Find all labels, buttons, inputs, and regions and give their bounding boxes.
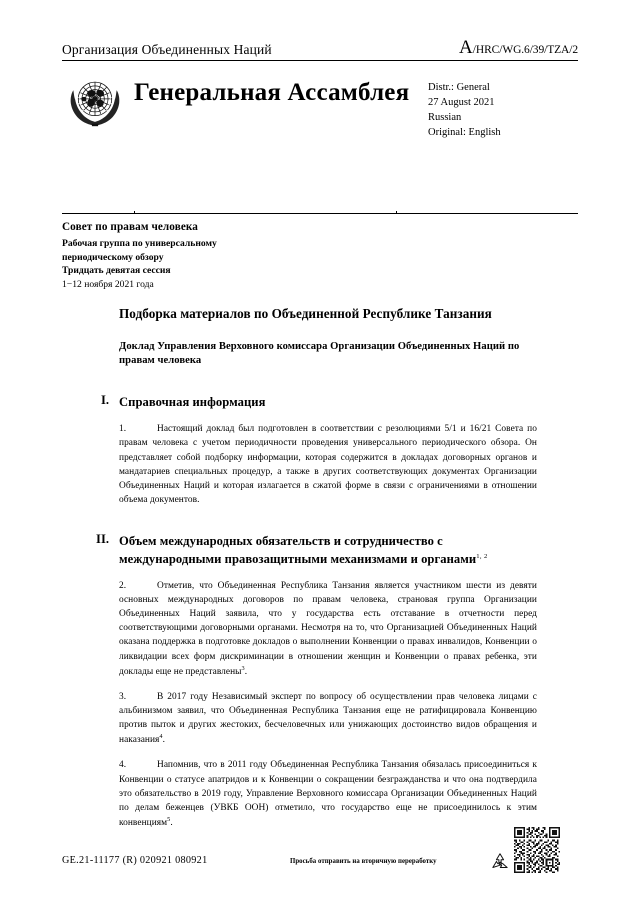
distribution-date: 27 August 2021 <box>428 96 495 108</box>
section-divider-rule <box>62 213 578 214</box>
paragraph-2-footnote-marker: 3 <box>241 664 245 672</box>
section-title-2-text: Объем международных обязательств и сотрудничество с международными правозащитными механизмами и органами <box>119 534 477 567</box>
session-info-block <box>62 220 462 291</box>
session-dates: 1−12 ноября 2021 года <box>62 278 154 290</box>
divider-tick-right <box>396 211 397 214</box>
section-title-2-footnote-markers: 1, 2 <box>476 552 488 560</box>
section-numeral-2: II. <box>96 532 109 547</box>
working-group-line-1: Рабочая группа по универсальному <box>62 237 217 249</box>
document-body <box>96 305 537 830</box>
paragraph-4-footnote-marker: 5 <box>167 815 171 823</box>
assembly-title: Генеральная Ассамблея <box>134 79 410 106</box>
paragraph-2: 2. Отметив, что Объединенная Республика Танзания является участником шести из девяти основных международных договоров по правам человека, страновая группа Организации Объединенных Наций заявила, что у государства есть отставание в отчетности перед соответствующими договорными органами. Несмотря на то, что Организацией Объединенных Наций оказана поддержка в подготовке докладов о выполнении Конвенции о правах инвалидов, Конвенции о ликвидации всех форм дискриминации в отношении женщин и Конвенции о правах ребенка, эти доклады еще не представлены$^3$. <box>119 581 537 677</box>
organization-name: Организация Объединенных Наций <box>62 42 272 58</box>
paragraph-4: 4. Напомнив, что в 2011 году Объединенная Республика Танзания обязалась присоединиться к Конвенции о статусе апатридов и к Конвенции о сокращении безгражданства и что она подтвердила это обязательство в 2019 году, Управление Верховного комиссара Организации Объединенных Наций по делам беженцев (УВКБ ООН) отметило, что государство еще не присоединилось к этим конвенциям$^5$. <box>119 760 537 829</box>
recycle-icon <box>489 851 511 873</box>
session-number: Тридцать девятая сессия <box>62 265 171 277</box>
section-heading-1 <box>100 393 537 411</box>
masthead <box>62 38 578 141</box>
paragraph-number-2: 2. <box>119 581 127 592</box>
section-title-1: Справочная информация <box>119 395 266 410</box>
section-numeral-1: I. <box>100 393 109 408</box>
paragraph-text-1: Настоящий доклад был подготовлен в соответствии с резолюциями 5/1 и 16/21 Совета по правам человека с учетом периодичности проведения универсального периодического обзора. Он представляет собой подборку информации, которая содержится в докладах договорных органов и мандатариев специальных процедур, а также в других соответствующих документах Организации Объединенных Наций и которая излагается в сжатой форме в связи с ограничениями в отношении объема документов. <box>119 424 537 505</box>
footer-recycle-text: Просьба отправить на вторичную переработку <box>290 858 437 865</box>
paragraph-number-3: 3. <box>119 691 127 702</box>
masthead-body-row <box>62 70 578 141</box>
paragraph-3: 3. В 2017 году Независимый эксперт по вопросу об осуществлении прав человека лицами с альбинизмом заявил, что Объединенная Республика Танзания еще не ратифицировала Конвенцию против пыток и других жестоких, бесчеловечных или унижающих достоинство видов обращения и наказания$^4$. <box>119 691 537 746</box>
working-group-line-2: периодическому обзору <box>62 251 164 263</box>
paragraph-1 <box>119 422 537 507</box>
distribution-type: Distr.: General <box>428 82 490 93</box>
section-title-2 <box>119 534 488 566</box>
paragraph-text-3: В 2017 году Независимый эксперт по вопросу об осуществлении прав человека лицами с альбинизмом заявил, что Объединенная Республика Танзания еще не ратифицировала Конвенцию против пыток и других жестоких, бесчеловечных или унижающих достоинство видов обращения и наказания <box>119 691 537 746</box>
paragraph-text-4: Напомнив, что в 2011 году Объединенная Республика Танзания обязалась присоединиться к Конвенции о статусе апатридов и к Конвенции о сокращении безгражданства и что она подтвердила это обязательство в 2019 году, Управление Верховного комиссара Организации Объединенных Наций по делам беженцев (УВКБ ООН) отметило, что государство еще не присоединилось к этим конвенциям <box>119 760 537 829</box>
masthead-rule <box>62 60 578 61</box>
distribution-original: Original: English <box>428 126 501 138</box>
qr-code <box>514 827 560 873</box>
page-footer <box>0 855 640 905</box>
document-subtitle: Доклад Управления Верховного комиссара Организации Объединенных Наций по правам человека <box>119 340 520 366</box>
paragraph-text-2: Отметив, что Объединенная Республика Танзания является участником шести из девяти основных международных договоров по правам человека, страновая группа Организации Объединенных Наций заявила, что у государства есть отставание в отчетности перед соответствующими договорными органами. Несмотря на то, что Организацией Объединенных Наций оказана поддержка в подготовке докладов о выполнении Конвенции о правах инвалидов, Конвенции о ликвидации всех форм дискриминации в отношении женщин и Конвенции о правах ребенка, эти доклады еще не представлены <box>119 581 537 677</box>
masthead-top-row <box>62 38 578 60</box>
document-title: Подборка материалов по Объединенной Республике Танзания <box>119 306 492 321</box>
distribution-language: Russian <box>428 111 462 123</box>
paragraph-number-1: 1. <box>119 424 127 435</box>
document-symbol-rest: /HRC/WG.6/39/TZA/2 <box>472 44 578 56</box>
divider-tick-left <box>134 211 135 214</box>
document-symbol <box>459 38 578 58</box>
footer-job-code: GE.21-11177 (R) 020921 080921 <box>62 855 208 866</box>
un-emblem-icon <box>64 71 126 133</box>
paragraph-number-4: 4. <box>119 760 127 771</box>
paragraph-3-footnote-marker: 4 <box>159 733 163 741</box>
council-name: Совет по правам человека <box>62 221 198 233</box>
section-heading-2 <box>96 532 537 568</box>
distribution-block <box>428 81 578 141</box>
document-symbol-prefix: A <box>459 37 473 58</box>
